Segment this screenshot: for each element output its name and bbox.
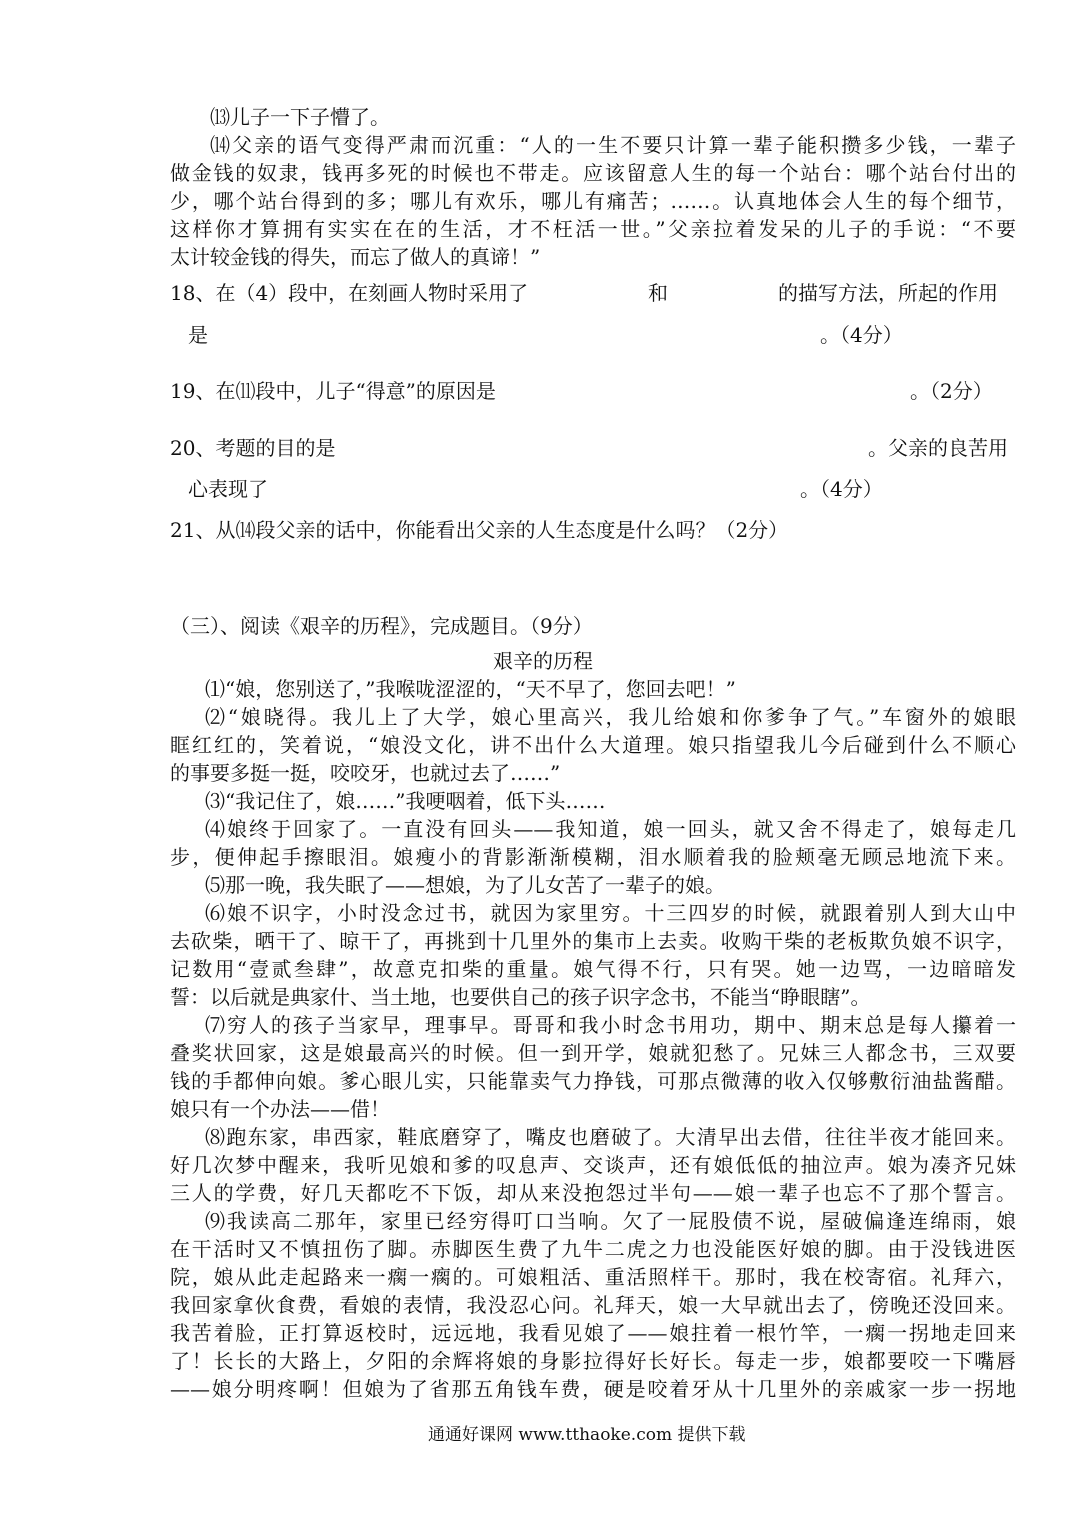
footer-source: 通通好课网 www.tthaoke.com 提供下载	[428, 1425, 746, 1445]
passage-line: 我苦着脸，正打算返校时，远远地，我看见娘了——娘拄着一根竹竿，一瘸一拐地走回来	[170, 1321, 1016, 1345]
question-19-text: 19、在⑾段中，儿子“得意”的原因是	[170, 379, 496, 403]
passage-line: ⑵“娘晓得。我儿上了大学，娘心里高兴，我儿给娘和你爹争了气。”车窗外的娘眼	[205, 705, 1016, 729]
passage-line: 我回家拿伙食费，看娘的表情，我没忍心问。礼拜天，娘一大早就出去了，傍晚还没回来。	[170, 1293, 1016, 1317]
passage-line: ⑹娘不识字，小时没念过书，就因为家里穷。十三四岁的时候，就跟着别人到大山中	[205, 901, 1016, 925]
question-20-text-cont: 。父亲的良苦用	[868, 436, 1008, 460]
section-heading: （三）、阅读《艰辛的历程》，完成题目。（9分）	[170, 614, 593, 638]
paragraph-14-line: ⒁父亲的语气变得严肃而沉重：“人的一生不要只计算一辈子能积攒多少钱，一辈子	[210, 133, 1016, 157]
question-20-text: 20、考题的目的是	[170, 436, 336, 460]
passage-line: 叠奖状回家，这是娘最高兴的时候。但一到开学，娘就犯愁了。兄妹三人都念书，三双要	[170, 1041, 1016, 1065]
question-18-and: 和	[648, 281, 668, 305]
passage-line: 去砍柴，晒干了、晾干了，再挑到十几里外的集市上去卖。收购干柴的老板欺负娘不识字，	[170, 929, 1016, 953]
passage-line: 记数用“壹贰叁肆”，故意克扣柴的重量。娘气得不行，只有哭。她一边骂，一边暗暗发	[170, 957, 1016, 981]
passage-line: 三人的学费，好几天都吃不下饭，却从来没抱怨过半句——娘一辈子也忘不了那个誓言。	[170, 1181, 1016, 1205]
question-21-text: 21、从⒁段父亲的话中，你能看出父亲的人生态度是什么吗？（2分）	[170, 518, 789, 542]
passage-line: 钱的手都伸向娘。爹心眼儿实，只能靠卖气力挣钱，可那点微薄的收入仅够敷衍油盐酱醋。	[170, 1069, 1016, 1093]
passage-line: 好几次梦中醒来，我听见娘和爹的叹息声、交谈声，还有娘低低的抽泣声。娘为凑齐兄妹	[170, 1153, 1016, 1177]
passage-title: 艰辛的历程	[493, 649, 593, 673]
passage-line: ⑴“娘，您别送了，”我喉咙涩涩的，“天不早了，您回去吧！”	[205, 677, 736, 701]
question-20-score: 。（4分）	[800, 477, 883, 501]
question-20-line2: 心表现了	[188, 477, 268, 501]
question-19-score: 。（2分）	[910, 379, 993, 403]
paragraph-13: ⒀儿子一下子懵了。	[210, 105, 390, 129]
passage-line: ⑻跑东家，串西家，鞋底磨穿了，嘴皮也磨破了。大清早出去借，往往半夜才能回来。	[205, 1125, 1016, 1149]
paragraph-14-line: 这样你才算拥有实实在在的生活，才不枉活一世。”父亲拉着发呆的儿子的手说：“不要	[170, 217, 1016, 241]
passage-line: ⑼我读高二那年，家里已经穷得叮口当响。欠了一屁股债不说，屋破偏逢连绵雨，娘	[205, 1209, 1016, 1233]
passage-line: ⑸那一晚，我失眠了——想娘，为了儿女苦了一辈子的娘。	[205, 873, 725, 897]
paragraph-14-line: 做金钱的奴隶，钱再多死的时候也不带走。应该留意人生的每一个站台：哪个站台付出的	[170, 161, 1016, 185]
passage-line: ⑷娘终于回家了。一直没有回头——我知道，娘一回头，就又舍不得走了，娘每走几	[205, 817, 1016, 841]
passage-line: 在干活时又不慎扭伤了脚。赤脚医生费了九牛二虎之力也没能医好娘的脚。由于没钱进医	[170, 1237, 1016, 1261]
passage-line: 步，便伸起手擦眼泪。娘瘦小的背影渐渐模糊，泪水顺着我的脸颊毫无顾忌地流下来。	[170, 845, 1016, 869]
question-18-line2: 是	[188, 323, 208, 347]
question-18-text: 18、在（4）段中，在刻画人物时采用了	[170, 281, 529, 305]
passage-line: ⑺穷人的孩子当家早，理事早。哥哥和我小时念书用功，期中、期末总是每人攥着一	[205, 1013, 1016, 1037]
passage-line: 娘只有一个办法——借！	[170, 1097, 390, 1121]
question-18-text-cont: 的描写方法，所起的作用	[778, 281, 998, 305]
passage-line: 誓：以后就是典家什、当土地，也要供自己的孩子识字念书，不能当“睁眼瞎”。	[170, 985, 871, 1009]
passage-line: 的事要多挺一挺，咬咬牙，也就过去了……”	[170, 761, 561, 785]
passage-line: 眶红红的，笑着说，“娘没文化，讲不出什么大道理。娘只指望我儿今后碰到什么不顺心	[170, 733, 1016, 757]
passage-line: ——娘分明疼啊！但娘为了省那五角钱车费，硬是咬着牙从十几里外的亲戚家一步一拐地	[170, 1377, 1016, 1401]
passage-line: 院，娘从此走起路来一瘸一瘸的。可娘粗活、重活照样干。那时，我在校寄宿。礼拜六，	[170, 1265, 1016, 1289]
passage-line: ⑶“我记住了，娘……”我哽咽着，低下头……	[205, 789, 606, 813]
paragraph-14-line: 少，哪个站台得到的多；哪儿有欢乐，哪儿有痛苦；……。认真地体会人生的每个细节，	[170, 189, 1016, 213]
passage-line: 了！长长的大路上，夕阳的余辉将娘的身影拉得好长好长。每走一步，娘都要咬一下嘴唇	[170, 1349, 1016, 1373]
question-18-score: 。（4分）	[820, 323, 903, 347]
paragraph-14-line: 太计较金钱的得失，而忘了做人的真谛！”	[170, 245, 541, 269]
